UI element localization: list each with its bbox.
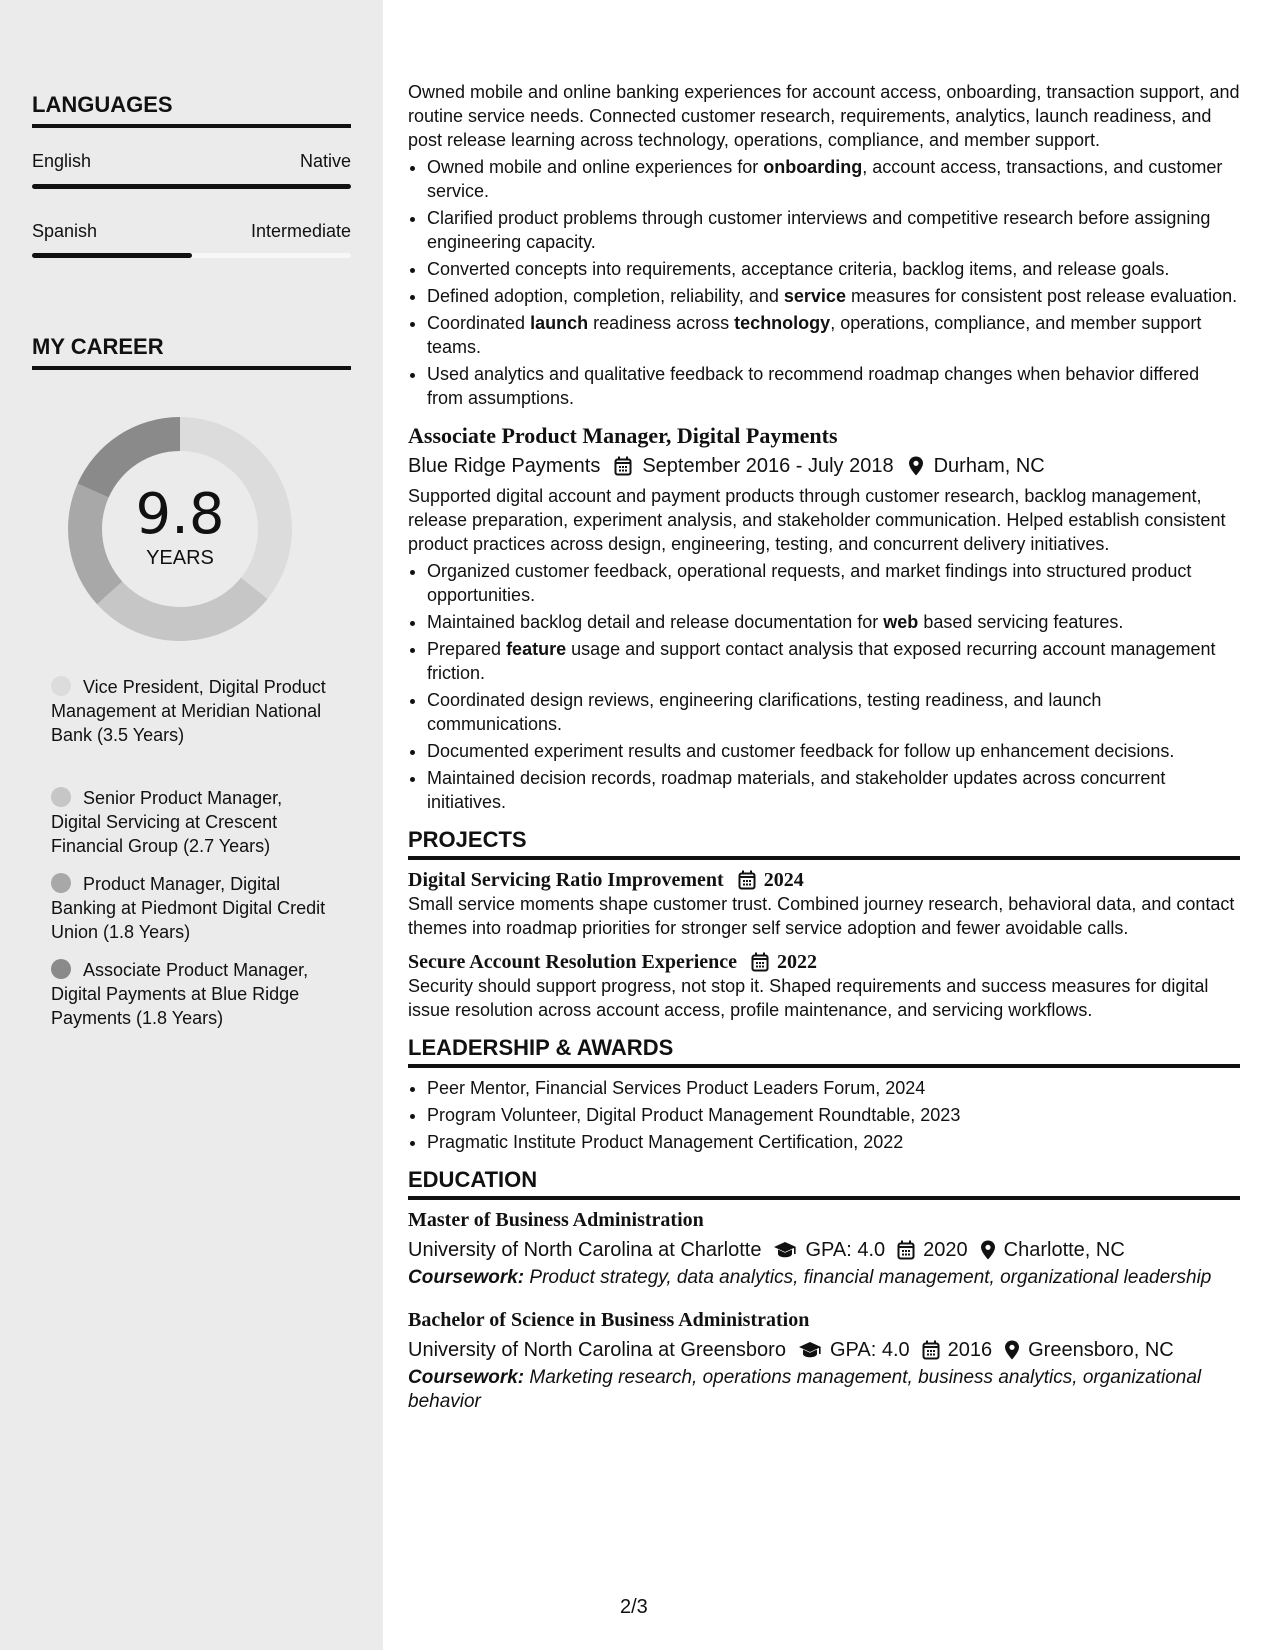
bold-keyword: onboarding <box>763 157 863 177</box>
language-row-english <box>32 151 351 172</box>
job-location: Durham, NC <box>933 455 1045 477</box>
job-title: Associate Product Manager, Digital Payments <box>408 423 838 448</box>
calendar-icon <box>897 1240 915 1260</box>
bullet-text: Converted concepts into requirements, acceptance criteria, backlog items, and release goals. <box>427 259 1170 279</box>
bullet-item <box>427 155 1240 203</box>
bullet-text: Used analytics and qualitative feedback to recommend roadmap changes when behavior differed from assumptions. <box>427 364 1200 408</box>
graduation-cap-icon <box>798 1341 822 1359</box>
education-coursework <box>408 1366 1240 1414</box>
career-legend-item <box>51 958 326 1030</box>
bullet-text: , account access, transactions, and customer service. <box>427 157 1223 201</box>
award-item: • Peer Mentor, Financial Services Product Leaders Forum, 2024 <box>427 1076 1240 1100</box>
bullet-text: Defined adoption, completion, reliability, and <box>427 286 784 306</box>
award-item: • Program Volunteer, Digital Product Management Roundtable, 2023 <box>427 1103 1240 1127</box>
career-legend-item <box>51 786 326 858</box>
career-donut-segment <box>97 578 267 641</box>
bold-keyword: feature <box>506 639 567 659</box>
career-total-unit: YEARS <box>146 547 214 569</box>
legend-dot <box>51 873 71 893</box>
language-name: English <box>32 151 92 171</box>
bullet-text: Coordinated design reviews, engineering clarifications, testing readiness, and launch communications. <box>427 690 1102 734</box>
project-year: 2022 <box>777 951 818 973</box>
language-row-spanish <box>32 221 351 242</box>
job-bullets <box>408 559 1240 814</box>
education-location: Greensboro, NC <box>1028 1339 1174 1361</box>
sidebar <box>0 0 383 1650</box>
legend-dot <box>51 959 71 979</box>
bullet-text: Maintained decision records, roadmap materials, and stakeholder updates across concurrent initiatives. <box>427 768 1166 812</box>
coursework-label: Coursework: <box>408 1267 525 1288</box>
bullet-item <box>427 688 1240 736</box>
main-content <box>408 80 1240 1414</box>
language-proficiency-fill <box>32 184 351 189</box>
bullet-item <box>427 559 1240 607</box>
bullet-item <box>427 610 1240 634</box>
coursework-text: Product strategy, data analytics, financial management, organizational leadership <box>529 1267 1212 1288</box>
bullet-text: Owned mobile and online experiences for <box>427 157 764 177</box>
bold-keyword: web <box>883 612 919 632</box>
language-level: Native <box>299 151 351 171</box>
language-level: Intermediate <box>250 221 351 241</box>
graduation-cap-icon <box>773 1241 797 1259</box>
bullet-text: based servicing features. <box>918 612 1124 632</box>
project-item <box>408 950 1240 1022</box>
bullet-text: Clarified product problems through customer interviews and competitive research before assigning engineering capacity. <box>427 208 1211 252</box>
project-item <box>408 868 1240 940</box>
education-gpa: GPA: 4.0 <box>805 1239 886 1261</box>
education-degree: Bachelor of Science in Business Administration <box>408 1309 810 1331</box>
education-entry <box>408 1208 1240 1290</box>
education-heading: EDUCATION <box>408 1168 1240 1200</box>
project-title: Secure Account Resolution Experience <box>408 951 738 973</box>
bullet-item <box>427 637 1240 685</box>
career-legend-text: Senior Product Manager, Digital Servicing at Crescent Financial Group (2.7 Years) <box>51 788 283 856</box>
career-total <box>66 482 294 570</box>
bullet-text: , operations, compliance, and member support teams. <box>427 313 1202 357</box>
language-proficiency-fill <box>32 253 192 258</box>
bullet-item <box>427 362 1240 410</box>
education-location: Charlotte, NC <box>1003 1239 1125 1261</box>
calendar-icon <box>614 456 632 476</box>
education-degree: Master of Business Administration <box>408 1209 704 1231</box>
language-proficiency-bar <box>32 184 351 189</box>
coursework-label: Coursework: <box>408 1367 525 1388</box>
education-school: University of North Carolina at Charlotte <box>408 1239 762 1261</box>
bullet-item <box>427 766 1240 814</box>
bullet-text: Maintained backlog detail and release documentation for <box>427 612 884 632</box>
education-meta <box>408 1238 1240 1262</box>
bullet-text: usage and support contact analysis that exposed recurring account management friction. <box>427 639 1216 683</box>
career-donut-chart <box>66 415 294 643</box>
bullet-text: Organized customer feedback, operational requests, and market findings into structured product opportunities. <box>427 561 1192 605</box>
job-dates: September 2016 - July 2018 <box>642 455 894 477</box>
map-pin-icon <box>980 1240 996 1260</box>
career-legend-text: Associate Product Manager, Digital Payments at Blue Ridge Payments (1.8 Years) <box>51 960 309 1028</box>
education-entry <box>408 1308 1240 1414</box>
coursework-text: Marketing research, operations management, business analytics, organizational behavior <box>408 1367 1202 1412</box>
career-legend-text: Product Manager, Digital Banking at Piedmont Digital Credit Union (1.8 Years) <box>51 874 326 942</box>
bullet-item <box>427 311 1240 359</box>
bullet-text: Coordinated <box>427 313 531 333</box>
map-pin-icon <box>908 456 924 476</box>
job-summary: Supported digital account and payment products through customer research, backlog management, release preparation, experiment analysis, and stakeholder communication. Helped establish consistent product practices across design, engineering, testing, and concurrent delivery initiatives. <box>408 486 1226 554</box>
education-gpa: GPA: 4.0 <box>829 1339 910 1361</box>
education-coursework <box>408 1266 1240 1290</box>
bullet-text: readiness across <box>588 313 735 333</box>
calendar-icon <box>751 952 769 972</box>
career-legend-item <box>51 675 326 747</box>
role-summary: Owned mobile and online banking experiences for account access, onboarding, transaction support, and routine service needs. Connected customer research, requirements, analytics, launch readiness, and post release learning across technology, operations, compliance, and member support. <box>408 82 1240 150</box>
education-meta <box>408 1338 1240 1362</box>
project-description: Small service moments shape customer trust. Combined journey research, behavioral data, and contact themes into roadmap priorities for stronger self service adoption and fewer avoidable calls. <box>408 894 1235 938</box>
languages-heading: LANGUAGES <box>32 92 351 128</box>
career-total-value: 9.8 <box>135 482 225 547</box>
legend-dot <box>51 676 71 696</box>
role-bullets <box>408 155 1240 410</box>
map-pin-icon <box>1004 1340 1020 1360</box>
education-year: 2020 <box>923 1239 968 1261</box>
job-meta <box>408 454 1240 478</box>
bold-keyword: technology <box>734 313 831 333</box>
projects-heading: PROJECTS <box>408 828 1240 860</box>
bullet-text: measures for consistent post release evaluation. <box>845 286 1238 306</box>
calendar-icon <box>738 870 756 890</box>
awards-list <box>408 1076 1240 1154</box>
project-title-row <box>408 950 1240 974</box>
job-company: Blue Ridge Payments <box>408 455 601 477</box>
project-year: 2024 <box>763 869 804 891</box>
bullet-item <box>427 739 1240 763</box>
bold-keyword: service <box>783 286 846 306</box>
language-name: Spanish <box>32 221 98 241</box>
award-item: • Pragmatic Institute Product Management Certification, 2022 <box>427 1130 1240 1154</box>
page-number: 2/3 <box>620 1596 648 1618</box>
language-proficiency-bar <box>32 253 351 258</box>
calendar-icon <box>922 1340 940 1360</box>
project-description: Security should support progress, not stop it. Shaped requirements and success measures for digital issue resolution across account access, profile maintenance, and servicing workflows. <box>408 976 1209 1020</box>
education-school: University of North Carolina at Greensboro <box>408 1339 786 1361</box>
bold-keyword: launch <box>530 313 589 333</box>
bullet-text: Prepared <box>427 639 507 659</box>
education-year: 2016 <box>947 1339 993 1361</box>
career-legend-text: Vice President, Digital Product Management at Meridian National Bank (3.5 Years) <box>51 677 326 745</box>
awards-heading: LEADERSHIP & AWARDS <box>408 1036 1240 1068</box>
career-heading: MY CAREER <box>32 334 351 370</box>
project-title: Digital Servicing Ratio Improvement <box>408 869 724 891</box>
bullet-item <box>427 206 1240 254</box>
bullet-item <box>427 257 1240 281</box>
bullet-text: Documented experiment results and customer feedback for follow up enhancement decisions. <box>427 741 1175 761</box>
project-title-row <box>408 868 1240 892</box>
career-legend-item <box>51 872 326 944</box>
legend-dot <box>51 787 71 807</box>
bullet-item <box>427 284 1240 308</box>
